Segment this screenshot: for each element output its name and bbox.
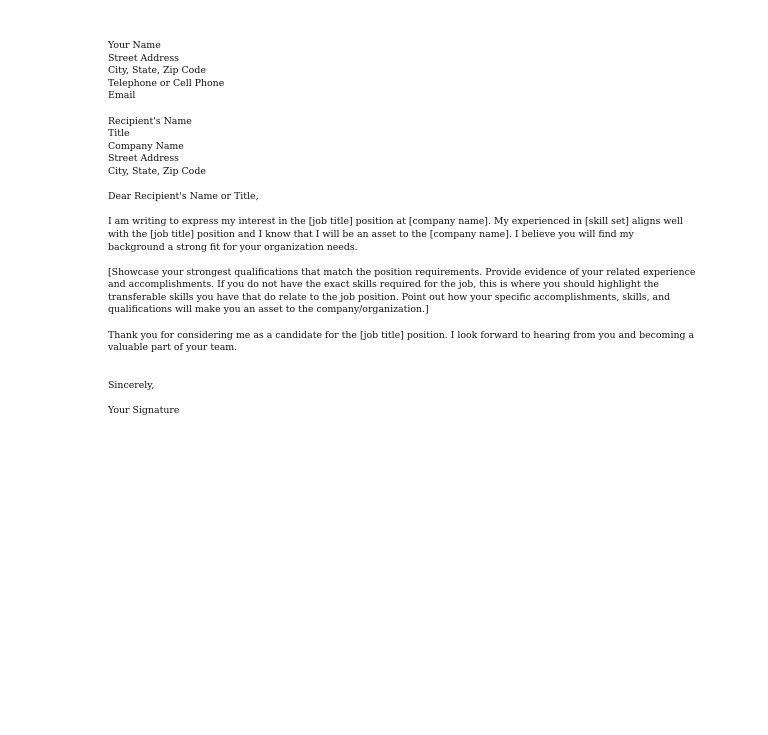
paragraph-line: valuable part of your team. xyxy=(108,342,238,354)
body-paragraph-1 xyxy=(108,216,683,254)
paragraph-line: Thank you for considering me as a candidate for the [job title] position. I look forward to hearing from you and becoming a xyxy=(108,329,695,341)
signature-text: Your Signature xyxy=(108,405,180,417)
signature-block xyxy=(108,405,618,418)
recipient-name: Recipient's Name xyxy=(108,115,192,127)
paragraph-line: and accomplishments. If you do not have the exact skills required for the job, this is where you should highlight the xyxy=(108,279,659,291)
sender-street: Street Address xyxy=(108,52,179,64)
cover-letter xyxy=(108,40,696,430)
body-paragraph-2 xyxy=(108,266,696,317)
sender-city-state-zip: City, State, Zip Code xyxy=(108,65,206,77)
body-paragraph-3 xyxy=(108,329,695,355)
recipient-street: Street Address xyxy=(108,153,179,165)
recipient-city-state-zip: City, State, Zip Code xyxy=(108,165,206,177)
paragraph-line: qualifications will make you an asset to the company/organization.] xyxy=(108,304,429,316)
sender-name: Your Name xyxy=(108,40,161,51)
spacer xyxy=(108,367,618,380)
salutation xyxy=(108,191,618,204)
paragraph-line: [Showcase your strongest qualifications that match the position requirements. Provide evidence of your related experience xyxy=(108,266,696,278)
recipient-company: Company Name xyxy=(108,140,184,152)
paragraph-line: with the [job title] position and I know that I will be an asset to the [company name]. I believe you will find my xyxy=(108,228,634,240)
closing-text: Sincerely, xyxy=(108,380,155,392)
recipient-title: Title xyxy=(108,128,130,140)
paragraph-line: I am writing to express my interest in the [job title] position at [company name]. My experienced in [skill set] aligns well xyxy=(108,216,683,228)
closing xyxy=(108,380,618,393)
paragraph-line: background a strong fit for your organization needs. xyxy=(108,241,358,253)
recipient-address-block xyxy=(108,116,618,179)
sender-address-block xyxy=(108,40,618,103)
sender-email: Email xyxy=(108,90,136,102)
sender-phone: Telephone or Cell Phone xyxy=(108,77,225,89)
salutation-text: Dear Recipient's Name or Title, xyxy=(108,191,259,203)
paragraph-line: transferable skills you have that do relate to the job position. Point out how your specific accomplishments, skills, and xyxy=(108,291,671,303)
